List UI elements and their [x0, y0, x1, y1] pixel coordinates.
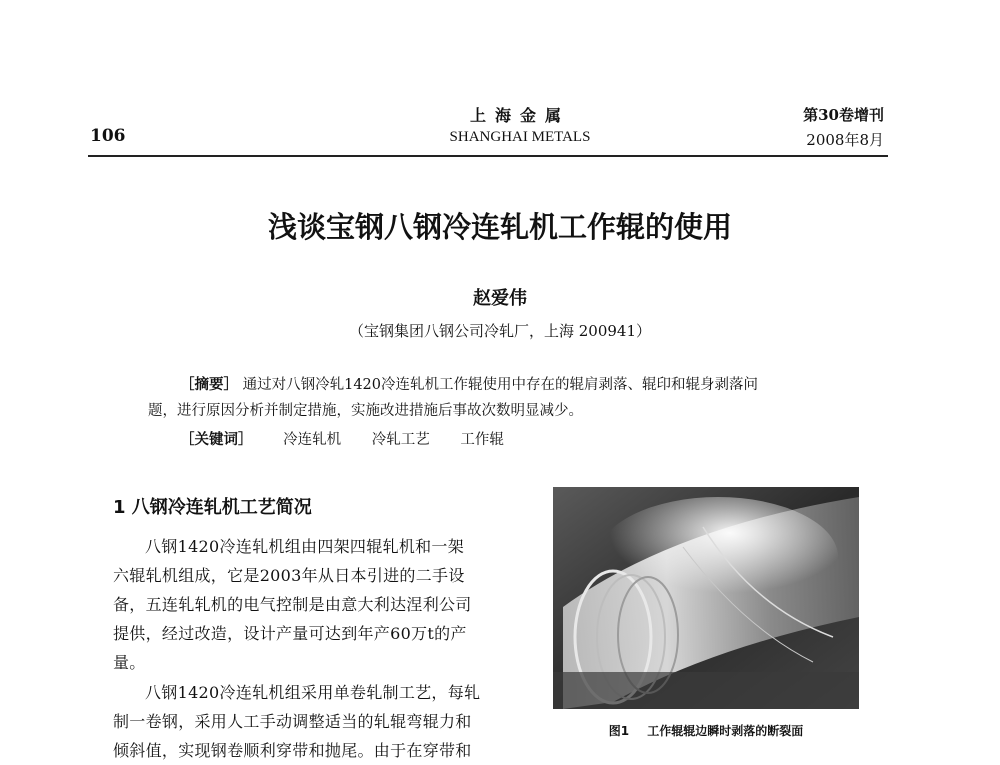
paragraph-line: 六辊轧机组成，它是2003年从日本引进的二手设	[113, 566, 465, 585]
keywords-label: ［关键词］	[180, 432, 253, 448]
page-number: 106	[90, 126, 126, 146]
paragraph-line: 八钢1420冷连轧机组采用单卷轧制工艺，每轧	[145, 683, 481, 702]
paragraph-line: 提供，经过改造，设计产量可达到年产60万t的产	[113, 624, 467, 643]
paragraph-line: 备，五连轧轧机的电气控制是由意大利达涅利公司	[113, 595, 472, 614]
keyword-item: 冷连轧机	[283, 432, 342, 448]
paragraph-line: 倾斜值，实现钢卷顺利穿带和抛尾。由于在穿带和	[113, 741, 472, 760]
keyword-item: 工作辊	[460, 432, 504, 448]
body-paragraph-2	[113, 678, 493, 765]
abstract-text-line1: 通过对八钢冷轧1420冷连轧机工作辊使用中存在的辊肩剥落、辊印和辊身剥落问	[242, 377, 759, 393]
abstract-text-line2: 题，进行原因分析并制定措施，实施改进措施后事故次数明显减少。	[148, 403, 583, 419]
figure-caption	[553, 722, 859, 739]
author-affiliation: （宝钢集团八钢公司冷轧厂，上海 200941）	[348, 322, 652, 340]
figure-label: 图1	[608, 724, 630, 738]
roll-fracture-photo	[553, 487, 859, 709]
figure-caption-text: 工作辊辊边瞬时剥落的断裂面	[647, 724, 804, 738]
paragraph-line: 制一卷钢，采用人工手动调整适当的轧辊弯辊力和	[113, 712, 472, 731]
paragraph-line: 八钢1420冷连轧机组由四架四辊轧机和一架	[145, 537, 465, 556]
section-heading: 1 八钢冷连轧机工艺简况	[113, 497, 312, 518]
keywords	[180, 427, 885, 453]
article-author: 赵爱伟	[473, 288, 527, 309]
issue-volume: 第30卷增刊	[803, 106, 884, 124]
figure-photo	[553, 487, 859, 709]
journal-name-en: SHANGHAI METALS	[449, 129, 591, 145]
article-title: 浅谈宝钢八钢冷连轧机工作辊的使用	[267, 210, 732, 244]
abstract	[180, 372, 885, 398]
issue-date: 2008年8月	[806, 131, 884, 149]
abstract-label: ［摘要］	[180, 377, 238, 393]
journal-name-cn: 上海金属	[469, 106, 570, 125]
body-paragraph-1	[113, 532, 493, 677]
keyword-item: 冷轧工艺	[371, 432, 430, 448]
paragraph-line: 量。	[113, 653, 146, 672]
header-rule	[88, 155, 888, 157]
